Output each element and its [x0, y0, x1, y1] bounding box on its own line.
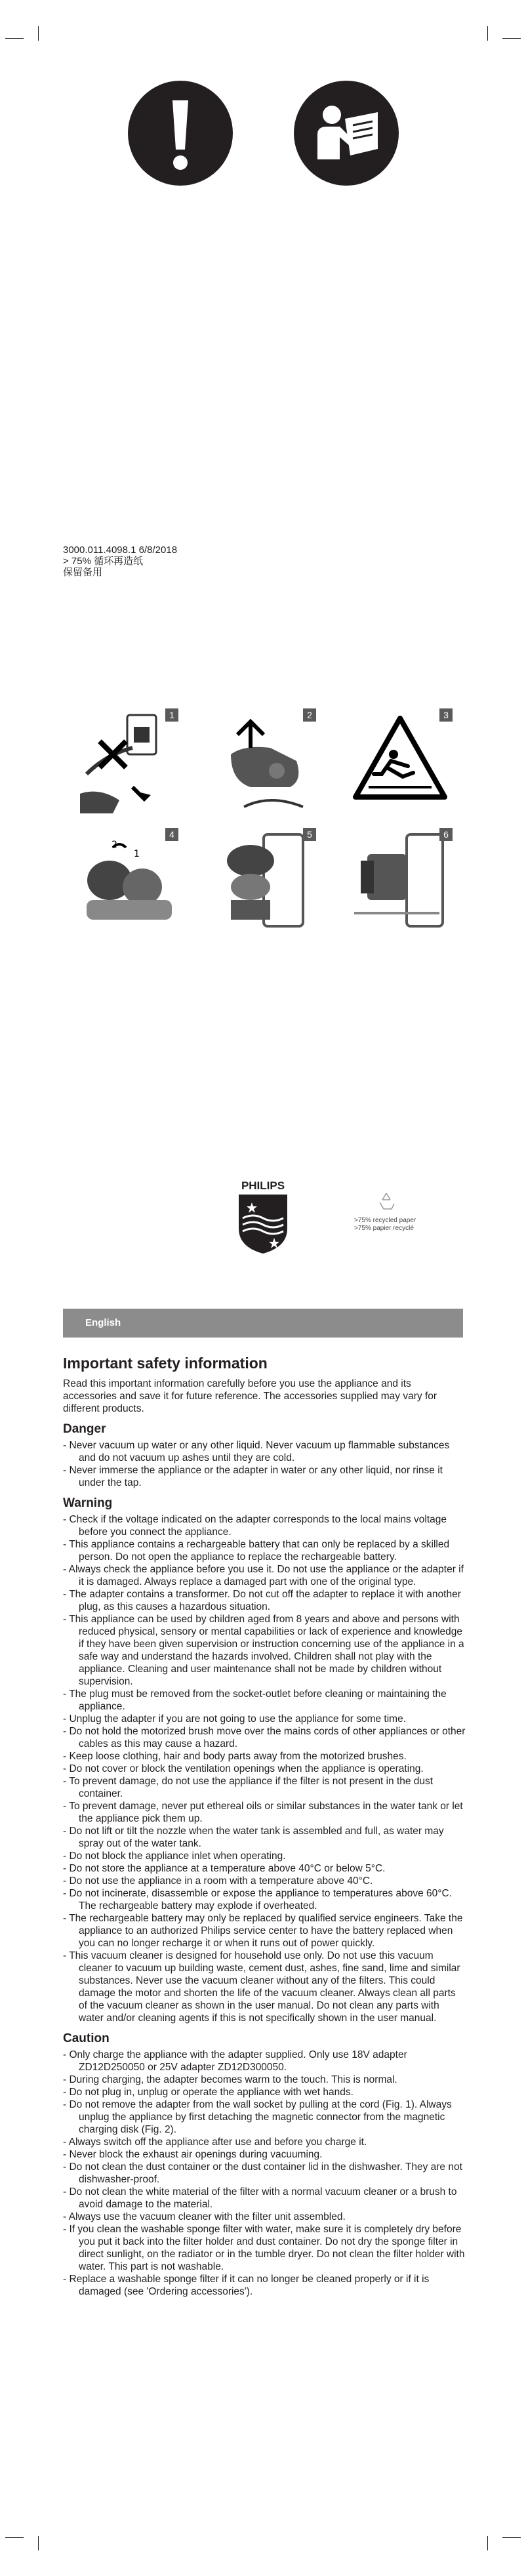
list-item: - Unplug the adapter if you are not going to use the appliance for some time.	[63, 1713, 466, 1725]
list-item: - Do not cover or block the ventilation openings when the appliance is operating.	[63, 1763, 466, 1775]
exclamation-icon	[128, 81, 233, 186]
list-item: - The plug must be removed from the socket-outlet before cleaning or maintaining the appliance.	[63, 1688, 466, 1713]
list-item: - If you clean the washable sponge filter with water, make sure it is completely dry before you put it back into the filter holder and dust container. Do not dry the sponge filter in direct sunlight, on the radiator or in the tumble dryer. Do not clean the filter holder with water. This part is not washable.	[63, 2223, 466, 2273]
list-item: - Do not store the appliance at a temperature above 40°C or below 5°C.	[63, 1862, 466, 1875]
document-number: 3000.011.4098.1 6/8/2018	[63, 544, 178, 556]
svg-text:1: 1	[134, 849, 140, 859]
list-item: - Do not incinerate, disassemble or expose the appliance to temperatures above 60°C. The rechargeable battery may explode if overheated.	[63, 1887, 466, 1912]
recycled-paper-fr: >75% papier recyclé	[354, 1225, 414, 1232]
list-item: - Do not clean the dust container or the dust container lid in the dishwasher. They are not dishwasher-proof.	[63, 2161, 466, 2186]
illustration-4	[73, 828, 178, 933]
list-item: - Do not lift or tilt the nozzle when the water tank is assembled and full, as water may spray out of the water tank.	[63, 1825, 466, 1850]
caution-list	[63, 2049, 466, 2298]
warning-heading: Warning	[63, 1496, 113, 1510]
list-item: - To prevent damage, never put ethereal oils or similar substances in the water tank or let the appliance pick them up.	[63, 1800, 466, 1825]
svg-text:2: 2	[111, 840, 117, 850]
list-item: - Never vacuum up water or any other liquid. Never vacuum up flammable substances and do not vacuum up ashes until they are cold.	[63, 1439, 466, 1464]
list-item: - Keep loose clothing, hair and body parts away from the motorized brushes.	[63, 1750, 466, 1763]
recycle-icon	[376, 1191, 397, 1212]
illustration-1	[73, 708, 178, 813]
danger-list	[63, 1439, 466, 1489]
warning-list	[63, 1513, 466, 2024]
figure-number: 6	[439, 828, 453, 841]
list-item: - Do not block the appliance inlet when operating.	[63, 1850, 466, 1862]
safety-content	[63, 1351, 466, 2298]
crop-mark-top-right-h	[502, 38, 521, 39]
illustration-3	[348, 708, 453, 813]
list-item: - Do not clean the white material of the filter with a normal vacuum cleaner or a brush to avoid damage to the material.	[63, 2186, 466, 2211]
list-item: - The adapter contains a transformer. Do not cut off the adapter to replace it with another plug, as this causes a hazardous situation.	[63, 1588, 466, 1613]
read-manual-icon	[294, 81, 399, 186]
illustration-2	[211, 708, 316, 813]
figure-number: 2	[303, 708, 316, 722]
list-item: - Always check the appliance before you use it. Do not use the appliance or the adapter if it is damaged. Always replace a damaged part with one of the original type.	[63, 1563, 466, 1588]
list-item: - During charging, the adapter becomes warm to the touch. This is normal.	[63, 2074, 466, 2086]
list-item: - This appliance contains a rechargeable battery that can only be replaced by a skilled person. Do not open the appliance to replace the rechargeable battery.	[63, 1538, 466, 1563]
crop-mark-bottom-left-h	[5, 2537, 24, 2538]
illustration-5	[211, 828, 316, 933]
list-item: - To prevent damage, do not use the appliance if the filter is not present in the dust container.	[63, 1775, 466, 1800]
figure-number: 4	[165, 828, 178, 841]
list-item: - Do not remove the adapter from the wall socket by pulling at the cord (Fig. 1). Always unplug the appliance by first detaching the magnetic connector from the magnetic charging disk (Fig. 2).	[63, 2098, 466, 2136]
list-item: - Check if the voltage indicated on the adapter corresponds to the local mains voltage before you connect the appliance.	[63, 1513, 466, 1538]
list-item: - Do not hold the motorized brush move over the mains cords of other appliances or other cables as this may cause a hazard.	[63, 1725, 466, 1750]
figure-number: 5	[303, 828, 316, 841]
crop-mark-bottom-right-v	[487, 2536, 488, 2550]
language-label: English	[85, 1317, 121, 1328]
list-item: - This appliance can be used by children aged from 8 years and above and persons with reduced physical, sensory or mental capabilities or lack of experience and knowledge if they have been given supervision or instruction concerning use of the appliance in a safe way and understand the hazards involved. Children shall not play with the appliance. Cleaning and user maintenance shall not be made by children without supervision.	[63, 1613, 466, 1688]
crop-mark-top-right-v	[487, 26, 488, 41]
danger-heading: Danger	[63, 1422, 106, 1436]
keep-for-reference-note: 保留备用	[63, 567, 103, 578]
caution-heading: Caution	[63, 2032, 110, 2045]
list-item: - Never immerse the appliance or the adapter in water or any other liquid, nor rinse it under the tap.	[63, 1464, 466, 1489]
intro-text: Read this important information carefully before you use the appliance and its accessories and save it for future reference. The accessories supplied may vary for different products.	[63, 1378, 437, 1414]
figure-number: 1	[165, 708, 178, 722]
recycled-paper-label	[354, 1217, 416, 1233]
brand-name: PHILIPS	[241, 1179, 285, 1192]
list-item: - This vacuum cleaner is designed for household use only. Do not use this vacuum cleaner to vacuum up building waste, cement dust, ashes, fine sand, lime and similar substances. Never use the vacuum cleaner without any of the filters. This could damage the motor and shorten the life of the vacuum cleaner. Always clean all parts of the vacuum cleaner as shown in the user manual. Do not clean any parts with water and/or cleaning agents if this is not specifically shown in the user manual.	[63, 1950, 466, 2024]
document-code	[63, 544, 177, 578]
crop-mark-bottom-right-h	[502, 2537, 521, 2538]
list-item: - The rechargeable battery may only be replaced by qualified service engineers. Take the appliance to an authorized Philips service center to have the battery replaced when you can no longer recharge it or when it runs out of power quickly.	[63, 1912, 466, 1950]
recycled-paper-note: > 75% 循环再造纸	[63, 556, 144, 567]
philips-logo	[233, 1176, 293, 1255]
figure-number: 3	[439, 708, 453, 722]
list-item: - Do not use the appliance in a room with a temperature above 40°C.	[63, 1875, 466, 1887]
crop-mark-bottom-left-v	[38, 2536, 39, 2550]
list-item: - Replace a washable sponge filter if it can no longer be cleaned properly or if it is damaged (see 'Ordering accessories').	[63, 2273, 466, 2298]
list-item: - Only charge the appliance with the adapter supplied. Only use 18V adapter ZD12D250050 or 25V adapter ZD12D300050.	[63, 2049, 466, 2074]
language-header	[63, 1309, 463, 1338]
list-item: - Always switch off the appliance after use and before you charge it.	[63, 2136, 466, 2148]
list-item: - Always use the vacuum cleaner with the filter unit assembled.	[63, 2211, 466, 2223]
recycled-paper-en: >75% recycled paper	[354, 1217, 416, 1224]
crop-mark-top-left-v	[38, 26, 39, 41]
crop-mark-top-left-h	[5, 38, 24, 39]
section-title: Important safety information	[63, 1355, 268, 1372]
list-item: - Never block the exhaust air openings during vacuuming.	[63, 2148, 466, 2161]
illustration-6	[348, 828, 453, 933]
list-item: - Do not plug in, unplug or operate the appliance with wet hands.	[63, 2086, 466, 2098]
